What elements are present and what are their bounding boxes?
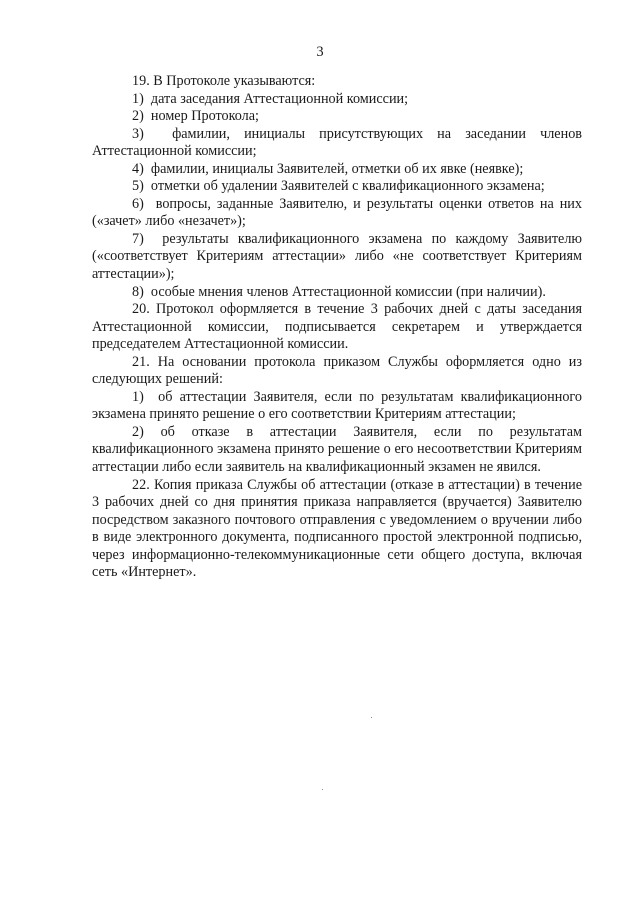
list-item-exam-results: 7) результаты квалификационного экзамена по каждому Заявителю («соответствует Критериям аттестации» либо «не соответствует Критериям аттестации»); bbox=[92, 230, 582, 283]
list-item-protocol-number: 2) номер Протокола; bbox=[132, 108, 259, 125]
list-item-special-opinions: 8) особые мнения членов Аттестационной комиссии (при наличии). bbox=[132, 283, 546, 300]
scan-speck bbox=[322, 789, 323, 790]
list-item-removal-marks: 5) отметки об удалении Заявителей с квалификационного экзамена; bbox=[132, 178, 545, 195]
scan-speck bbox=[371, 717, 372, 718]
document-body bbox=[92, 73, 582, 582]
list-item-applicants-attendance: 4) фамилии, инициалы Заявителей, отметки об их явке (неявке); bbox=[132, 160, 524, 177]
paragraph-21: 21. На основании протокола приказом Службы оформляется одно из следующих решений: bbox=[92, 353, 582, 388]
page-number: 3 bbox=[316, 44, 324, 60]
paragraph-20: 20. Протокол оформляется в течение 3 рабочих дней с даты заседания Аттестационной комиссии, подписывается секретарем и утверждается председателем Аттестационной комиссии. bbox=[92, 301, 582, 353]
list-item-meeting-date: 1) дата заседания Аттестационной комиссии; bbox=[132, 90, 409, 107]
decision-item-refusal: 2) об отказе в аттестации Заявителя, если по результатам квалификационного экзамена принято решение о его несоответствии Критериям аттестации либо если заявитель на квалификационный экзамен не явился. bbox=[92, 423, 582, 476]
list-item-questions-results: 6) вопросы, заданные Заявителю, и результаты оценки ответов на них («зачет» либо «незачет»); bbox=[92, 195, 582, 230]
list-item-present-members: 3) фамилии, инициалы присутствующих на заседании членов Аттестационной комиссии; bbox=[92, 125, 582, 160]
paragraph-19-heading: 19. В Протоколе указываются: bbox=[132, 73, 316, 89]
paragraph-22: 22. Копия приказа Службы об аттестации (отказе в аттестации) в течение 3 рабочих дней со дня принятия приказа направляется (вручается) Заявителю посредством заказного почтового отправления с уведомлением о вручении либо в виде электронного документа, подписанного простой электронной подписью, через информационно-телекоммуникационные сети общего доступа, включая сеть «Интернет». bbox=[92, 476, 582, 581]
decision-item-attestation: 1) об аттестации Заявителя, если по результатам квалификационного экзамена принято решение о его соответствии Критериям аттестации; bbox=[92, 388, 582, 423]
